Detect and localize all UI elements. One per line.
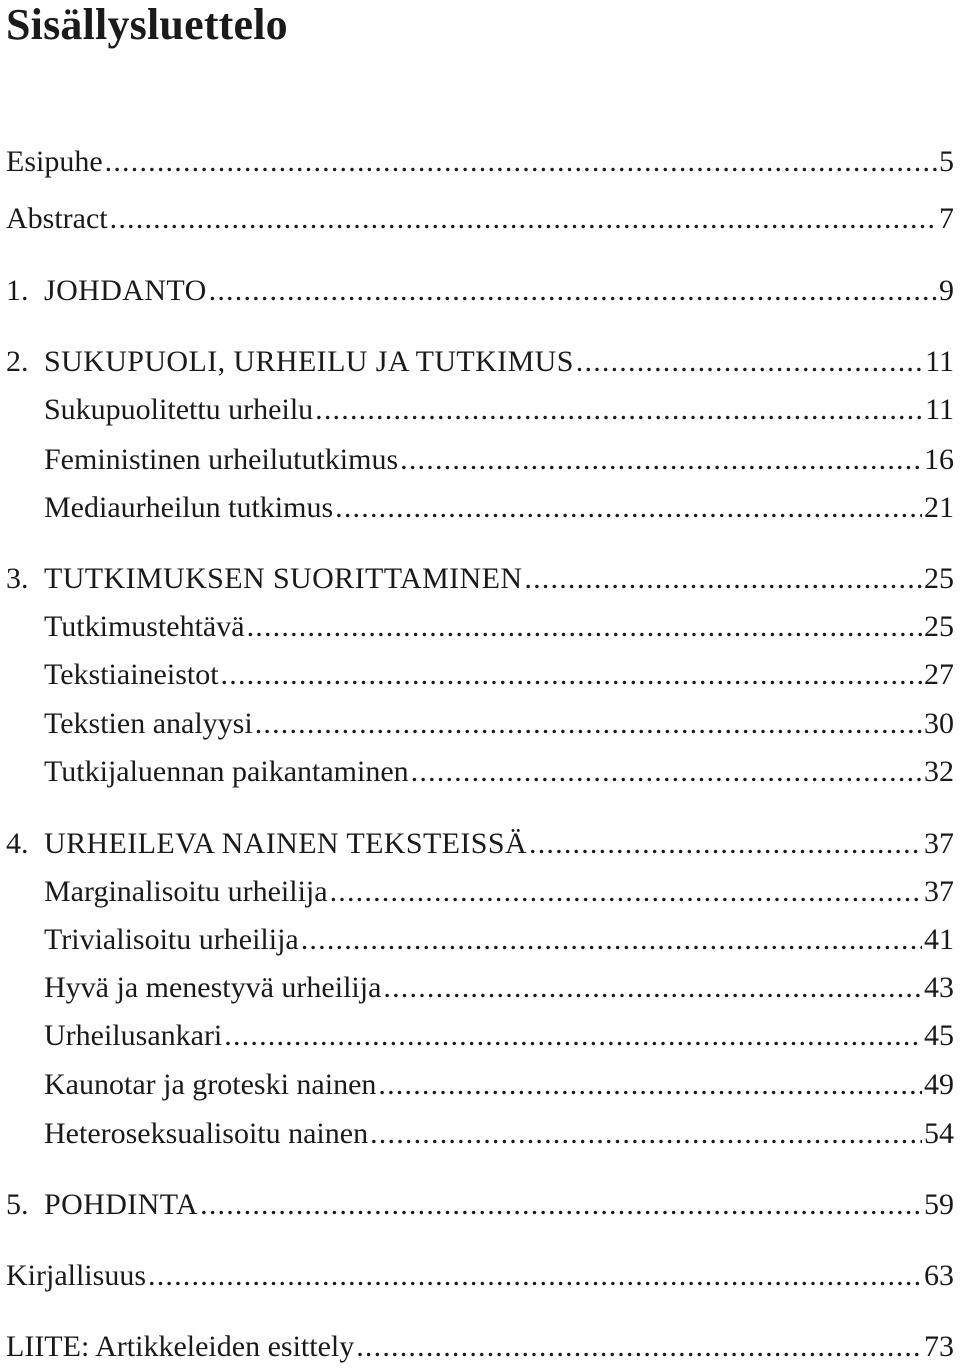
dot-leader bbox=[576, 342, 923, 382]
dot-leader bbox=[148, 1256, 922, 1296]
chapter-number: 4. bbox=[6, 827, 29, 860]
toc-entry-chapter-5[interactable] bbox=[6, 1185, 954, 1225]
dot-leader bbox=[411, 752, 922, 792]
dot-leader bbox=[105, 142, 937, 182]
dot-leader bbox=[524, 559, 922, 599]
toc-entry-abstract[interactable] bbox=[6, 199, 954, 239]
chapter-number: 2. bbox=[6, 345, 29, 378]
chapter-number: 3. bbox=[6, 562, 29, 595]
toc-entry-label: Tekstiaineistot bbox=[44, 658, 219, 691]
toc-entry-kirjallisuus[interactable] bbox=[6, 1256, 954, 1296]
toc-entry-section[interactable] bbox=[44, 1065, 954, 1105]
toc-entry-label: Heteroseksualisoitu nainen bbox=[44, 1117, 369, 1150]
toc-entry-label: Tutkijaluennan paikantaminen bbox=[44, 755, 409, 788]
dot-leader bbox=[383, 968, 922, 1008]
page-title: Sisällysluettelo bbox=[6, 0, 288, 49]
toc-entry-section[interactable] bbox=[44, 1016, 954, 1056]
toc-entry-label: Hyvä ja menestyvä urheilija bbox=[44, 971, 382, 1004]
dot-leader bbox=[200, 1185, 922, 1225]
toc-entry-label: Tekstien analyysi bbox=[44, 707, 253, 740]
toc-entry-section[interactable] bbox=[44, 440, 954, 480]
toc-entry-page: 37 bbox=[924, 827, 954, 860]
toc-entry-section[interactable] bbox=[44, 607, 954, 647]
dot-leader bbox=[378, 1065, 922, 1105]
toc-entry-chapter-4[interactable] bbox=[6, 824, 954, 864]
dot-leader bbox=[247, 607, 922, 647]
toc-entry-page: 21 bbox=[924, 491, 954, 524]
toc-entry-page: 59 bbox=[924, 1188, 954, 1221]
toc-entry-page: 37 bbox=[924, 875, 954, 908]
toc-entry-label: Trivialisoitu urheilija bbox=[44, 923, 299, 956]
toc-entry-label: SUKUPUOLI, URHEILU JA TUTKIMUS bbox=[44, 345, 574, 378]
toc-entry-chapter-1[interactable] bbox=[6, 271, 954, 311]
toc-entry-section[interactable] bbox=[44, 872, 954, 912]
dot-leader bbox=[370, 1114, 922, 1154]
toc-entry-label: Tutkimustehtävä bbox=[44, 610, 245, 643]
chapter-number: 5. bbox=[6, 1188, 29, 1221]
toc-entry-section[interactable] bbox=[44, 1114, 954, 1154]
toc-entry-page: 9 bbox=[939, 274, 954, 307]
toc-entry-section[interactable] bbox=[44, 752, 954, 792]
toc-entry-label: Abstract bbox=[6, 202, 108, 235]
dot-leader bbox=[400, 440, 922, 480]
toc-entry-page: 54 bbox=[924, 1117, 954, 1150]
toc-entry-chapter-2[interactable] bbox=[6, 342, 954, 382]
dot-leader bbox=[110, 199, 937, 239]
toc-entry-section[interactable] bbox=[44, 968, 954, 1008]
dot-leader bbox=[301, 920, 922, 960]
dot-leader bbox=[356, 1327, 922, 1367]
dot-leader bbox=[224, 1016, 922, 1056]
toc-entry-section[interactable] bbox=[44, 488, 954, 528]
toc-entry-page: 30 bbox=[924, 707, 954, 740]
toc-entry-chapter-3[interactable] bbox=[6, 559, 954, 599]
toc-entry-page: 43 bbox=[924, 971, 954, 1004]
toc-entry-page: 7 bbox=[939, 202, 954, 235]
toc-entry-label: Feministinen urheilututkimus bbox=[44, 443, 399, 476]
toc-entry-liite[interactable] bbox=[6, 1327, 954, 1367]
toc-entry-page: 45 bbox=[924, 1019, 954, 1052]
toc-entry-page: 16 bbox=[924, 443, 954, 476]
toc-entry-page: 25 bbox=[924, 610, 954, 643]
toc-entry-page: 25 bbox=[924, 562, 954, 595]
toc-entry-section[interactable] bbox=[44, 655, 954, 695]
toc-entry-label: Kaunotar ja groteski nainen bbox=[44, 1068, 377, 1101]
toc-entry-label: Marginalisoitu urheilija bbox=[44, 875, 328, 908]
toc-entry-section[interactable] bbox=[44, 704, 954, 744]
dot-leader bbox=[255, 704, 922, 744]
toc-entry-label: POHDINTA bbox=[44, 1188, 199, 1221]
toc-entry-label: Urheilusankari bbox=[44, 1019, 223, 1052]
toc-entry-page: 11 bbox=[925, 345, 954, 378]
toc-entry-page: 41 bbox=[924, 923, 954, 956]
toc-entry-label: Kirjallisuus bbox=[6, 1259, 146, 1292]
dot-leader bbox=[529, 824, 922, 864]
dot-leader bbox=[330, 872, 922, 912]
toc-entry-page: 11 bbox=[925, 393, 954, 426]
toc-entry-page: 63 bbox=[924, 1259, 954, 1292]
dot-leader bbox=[315, 390, 923, 430]
toc-entry-label: TUTKIMUKSEN SUORITTAMINEN bbox=[44, 562, 523, 595]
toc-entry-label: Mediaurheilun tutkimus bbox=[44, 491, 334, 524]
dot-leader bbox=[335, 488, 922, 528]
toc-entry-section[interactable] bbox=[44, 390, 954, 430]
toc-entry-page: 73 bbox=[924, 1330, 954, 1363]
dot-leader bbox=[221, 655, 922, 695]
toc-entry-label: Sukupuolitettu urheilu bbox=[44, 393, 314, 426]
toc-entry-label: LIITE: Artikkeleiden esittely bbox=[6, 1330, 355, 1363]
toc-entry-label: JOHDANTO bbox=[44, 274, 207, 307]
toc-entry-label: URHEILEVA NAINEN TEKSTEISSÄ bbox=[44, 827, 528, 860]
toc-entry-section[interactable] bbox=[44, 920, 954, 960]
toc-entry-page: 32 bbox=[924, 755, 954, 788]
toc-entry-page: 5 bbox=[939, 145, 954, 178]
chapter-number: 1. bbox=[6, 274, 29, 307]
toc-entry-esipuhe[interactable] bbox=[6, 142, 954, 182]
dot-leader bbox=[209, 271, 937, 311]
toc-entry-page: 27 bbox=[924, 658, 954, 691]
toc-entry-label: Esipuhe bbox=[6, 145, 103, 178]
toc-entry-page: 49 bbox=[924, 1068, 954, 1101]
